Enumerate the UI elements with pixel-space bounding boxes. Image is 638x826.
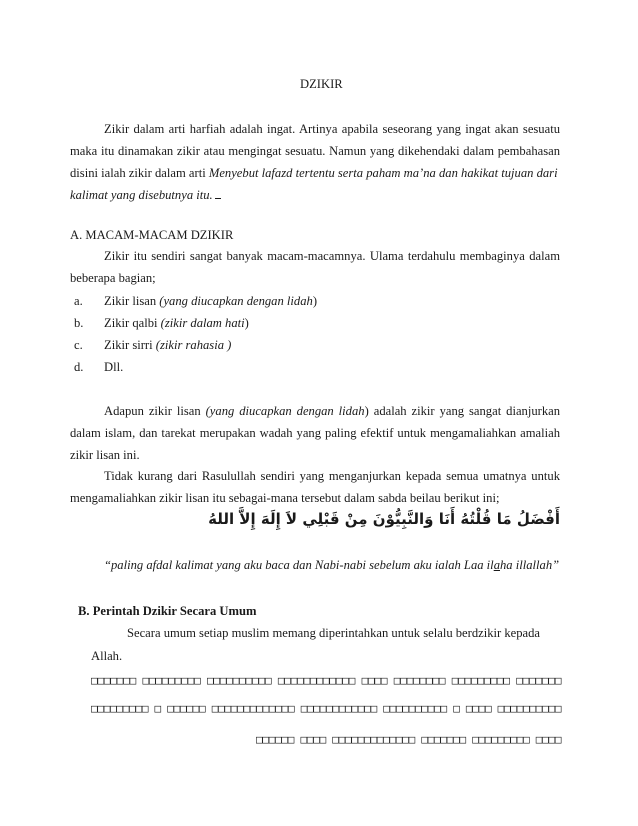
p3-line-2: mengamaliahkan zikir lisan itu sebagai-mana tersebut dalam sabda beilau berikut ini;: [70, 491, 500, 505]
translation-underlined: a: [493, 558, 500, 572]
p2-line-1: [104, 403, 560, 419]
list-close: ): [312, 294, 318, 308]
intro-line-3-italic: Menyebut lafazd tertentu serta paham ma’na dan hakikat tujuan dari: [208, 166, 558, 180]
section-a-para-line-2: beberapa bagian;: [70, 271, 156, 285]
intro-line-4-italic: kalimat yang disebutnya itu.: [70, 188, 213, 202]
intro-line-4: [70, 187, 221, 203]
section-b-heading: B. Perintah Dzikir Secara Umum: [78, 604, 257, 618]
translation: [104, 557, 559, 573]
list-note: (zikir rahasia ): [155, 338, 232, 352]
list-marker: b.: [74, 316, 84, 330]
p2-line-1-italic: (yang diucapkan dengan lidah: [205, 404, 365, 418]
p2-line-1-a: Adapun zikir lisan: [104, 404, 206, 418]
arabic-hadith: أَفْضَلُ مَا قُلْتُهُ أَنَا وَالنَّبِيُّوْنَ مِنْ قَبْلِي لاَ إِلَهَ إِلاَّ اللهُ: [208, 510, 560, 528]
garbled-text-line-1: □□□□□□□ □□□□□□□□□ □□□□□□□□□□ □□□□□□□□□□□□ □□□□ □□□□□□□□ □□□□□□□□□ □□□□□□□: [91, 674, 561, 687]
section-a-heading: A. MACAM-MACAM DZIKIR: [70, 228, 234, 242]
intro-line-1: Zikir dalam arti harfiah adalah ingat. Artinya apabila seseorang yang ingat akan sesuatu: [104, 122, 560, 136]
list-text: Dll.: [104, 360, 124, 374]
garbled-text-line-3: □□□□□□ □□□□ □□□□□□□□□□□□□ □□□□□□□ □□□□□□□□□ □□□□: [256, 733, 561, 746]
underline-mark: [215, 188, 221, 199]
section-b-line-1: Secara umum setiap muslim memang diperintahkan untuk selalu berdzikir kepada: [127, 626, 541, 640]
garbled-text-line-2: □□□□□□□□□ □ □□□□□□ □□□□□□□□□□□□□ □□□□□□□□□□□□ □□□□□□□□□□ □ □□□□ □□□□□□□□□□: [91, 702, 561, 715]
list-text: Zikir qalbi: [104, 316, 161, 330]
p2-line-2: dalam islam, dan tarekat merupakan wadah yang paling efektif untuk mengamaliahkan amaliah: [70, 426, 560, 440]
translation-text-b: ha illallah”: [499, 558, 560, 572]
list-item: [74, 293, 317, 309]
p3-line-1: Tidak kurang dari Rasulullah sendiri yang menganjurkan kepada semua umatnya untuk: [104, 469, 560, 483]
p2-line-1-b: ) adalah zikir yang sangat dianjurkan: [364, 404, 560, 418]
page-title: DZIKIR: [300, 77, 343, 91]
list-text: Zikir lisan: [104, 294, 160, 308]
section-b-line-2: Allah.: [91, 649, 123, 663]
list-close: ): [244, 316, 249, 330]
section-a-para-line-1: Zikir itu sendiri sangat banyak macam-macamnya. Ulama terdahulu membaginya dalam: [104, 249, 560, 263]
list-item: [74, 359, 123, 375]
list-text: Zikir sirri: [104, 338, 156, 352]
list-marker: a.: [74, 294, 83, 308]
intro-line-3: [70, 165, 558, 181]
list-marker: d.: [74, 360, 84, 374]
list-note: (yang diucapkan dengan lidah: [159, 294, 313, 308]
list-marker: c.: [74, 338, 83, 352]
list-item: [74, 337, 231, 353]
p2-line-3: zikir lisan ini.: [70, 448, 140, 462]
translation-text-a: “paling afdal kalimat yang aku baca dan Nabi-nabi sebelum aku ialah Laa il: [104, 558, 494, 572]
intro-line-2: maka itu dinamakan zikir atau mengingat sesuatu. Namun yang dikehendaki dalam pembahasan: [70, 144, 560, 158]
list-item: [74, 315, 249, 331]
intro-line-3-text: disini ialah zikir dalam arti: [70, 166, 209, 180]
list-note: (zikir dalam hati: [160, 316, 245, 330]
